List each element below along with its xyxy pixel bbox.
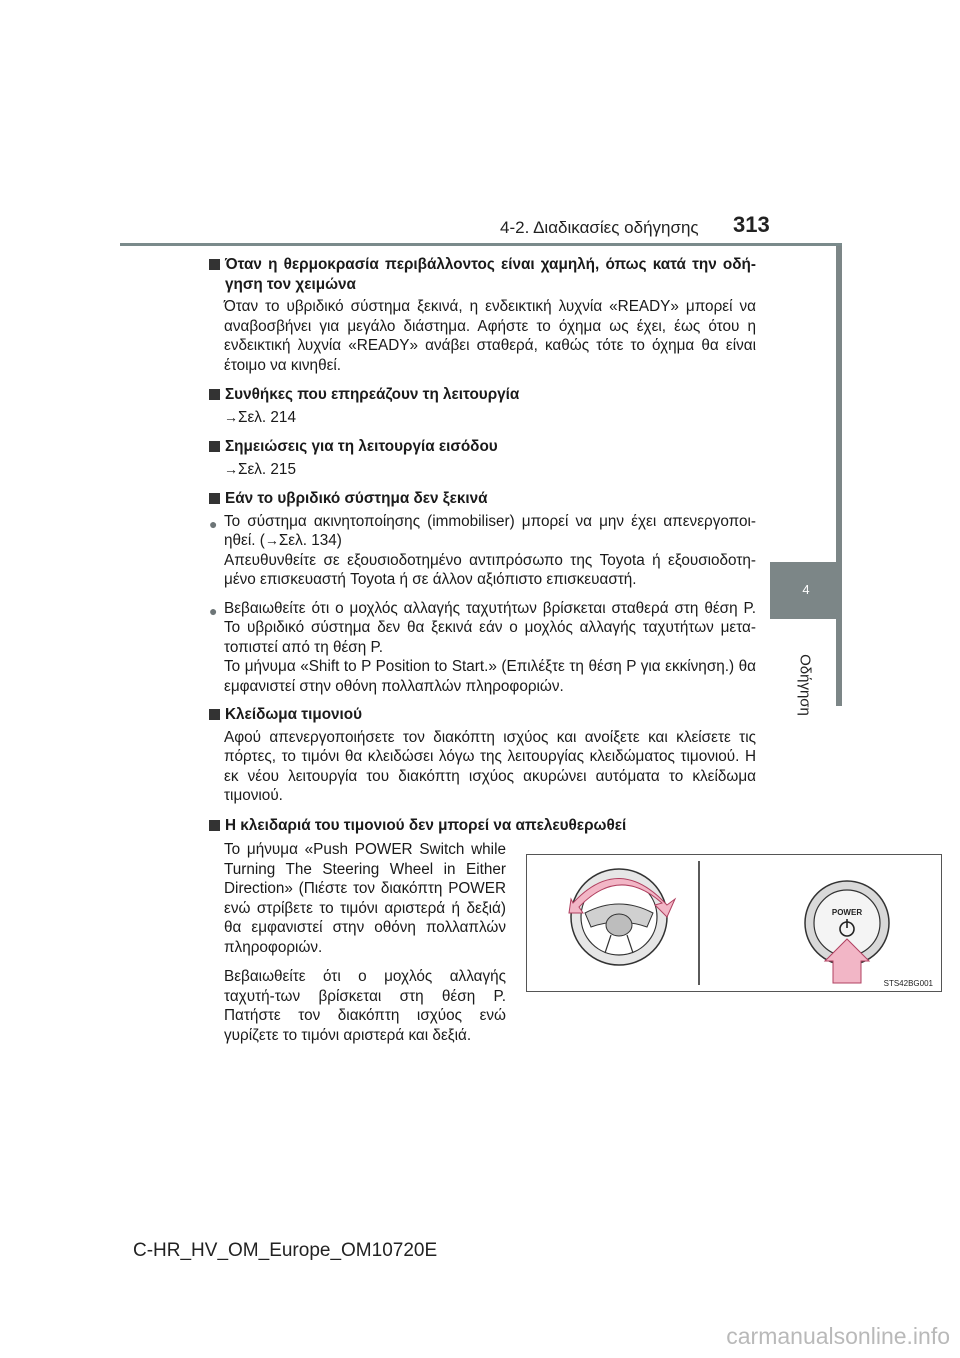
side-bar bbox=[836, 246, 842, 706]
section-heading-text: Σημειώσεις για τη λειτουργία εισόδου bbox=[225, 438, 498, 455]
figure-code: STS42BG001 bbox=[883, 979, 933, 988]
chapter-tab bbox=[770, 562, 842, 619]
square-bullet-icon bbox=[209, 493, 220, 504]
square-bullet-icon bbox=[209, 441, 220, 452]
square-bullet-icon bbox=[209, 259, 220, 270]
section-heading bbox=[208, 705, 756, 725]
header-section-title: 4-2. Διαδικασίες οδήγησης bbox=[500, 218, 699, 237]
square-bullet-icon bbox=[209, 709, 220, 720]
section-body: Όταν το υβριδικό σύστημα ξεκινά, η ενδεικτική λυχνία «READY» μπορεί να αναβοσβήνει για μεγάλο διάστημα. Αφήστε το όχημα ως έχει, έως ότου η ενδεικτική λυχνία «READY» ανάβει σταθερά, καθώς τότε το όχημα θα είναι έτοιμο να κινηθεί. bbox=[224, 298, 756, 374]
section-body: Αφού απενεργοποιήσετε τον διακόπτη ισχύος και ανοίξετε και κλείσετε τις πόρτες, το τιμόνι θα κλειδώσει λόγω της λειτουργίας κλειδώματος τιμονιού. Η εκ νέου λειτουργία του διακόπτη ισχύος ακυρώνει αυτόματα το κλείδωμα τιμονιού. bbox=[224, 728, 756, 804]
figure-paragraph: Το μήνυμα «Push POWER Switch while Turning The Steering Wheel in Either Direction» (Πιέστε τον διακόπτη POWER ενώ στρίβετε το τιμόνι αριστερά ή δεξιά) θα εμφανιστεί στην οθόνη πολλαπλών πληροφοριών. bbox=[224, 841, 506, 956]
arrow-right-icon: → bbox=[224, 460, 238, 477]
section-heading-text: Όταν η θερμοκρασία περιβάλλοντος είναι χαμηλή, όπως κατά την οδή-γηση τον χειμώνα bbox=[225, 256, 756, 293]
chapter-title-vertical bbox=[775, 655, 835, 715]
arrow-right-icon: → bbox=[264, 532, 279, 548]
circle-bullet-icon: ● bbox=[209, 602, 218, 619]
main-content bbox=[208, 255, 933, 1048]
page-reference-text[interactable]: Σελ. 134) bbox=[278, 532, 342, 549]
figure-row bbox=[208, 838, 933, 1048]
page-reference-text: Σελ. 214 bbox=[238, 408, 296, 426]
section-heading bbox=[208, 489, 756, 509]
square-bullet-icon bbox=[209, 389, 220, 400]
section-heading bbox=[208, 255, 756, 294]
section-heading bbox=[208, 816, 756, 836]
figure-text bbox=[224, 840, 506, 1055]
chapter-title: Οδήγηση bbox=[796, 654, 814, 716]
bullet-text bbox=[224, 512, 756, 551]
page-reference-text: Σελ. 215 bbox=[238, 460, 296, 478]
power-button-label: POWER bbox=[831, 908, 863, 917]
header-rule bbox=[120, 243, 842, 246]
section-heading bbox=[208, 385, 756, 405]
footer-document-id: C-HR_HV_OM_Europe_OM10720E bbox=[133, 1240, 438, 1261]
chapter-number: 4 bbox=[802, 582, 810, 597]
section-heading-text: Η κλειδαριά του τιμονιού δεν μπορεί να απελευθερωθεί bbox=[225, 816, 627, 834]
page-number: 313 bbox=[733, 212, 770, 237]
steering-power-illustration bbox=[526, 854, 942, 992]
section-heading-text: Εάν το υβριδικό σύστημα δεν ξεκινά bbox=[225, 490, 488, 507]
square-bullet-icon bbox=[209, 820, 220, 831]
page-reference[interactable] bbox=[208, 408, 756, 428]
arrow-right-icon: → bbox=[224, 408, 238, 425]
bullet-line: Το σύστημα ακινητοποίησης (immobiliser) μπορεί να μην έχει απενεργοποι-ηθεί. ( bbox=[224, 512, 756, 549]
bullet-item bbox=[208, 512, 756, 590]
figure-paragraph: Βεβαιωθείτε ότι ο μοχλός αλλαγής ταχυτή-των βρίσκεται στη θέση P. Πατήστε τον διακόπτη ισχύος ενώ γυρίζετε το τιμόνι αριστερά και δεξιά. bbox=[224, 968, 506, 1044]
page-reference[interactable] bbox=[208, 460, 756, 480]
bullet-item bbox=[208, 599, 756, 697]
section-heading-text: Κλείδωμα τιμονιού bbox=[225, 706, 363, 723]
bullet-text: Απευθυνθείτε σε εξουσιοδοτημένο αντιπρόσωπο της Toyota ή εξουσιοδοτη-μένο επισκευαστή Toyota ή σε άλλον αξιόπιστο επισκευαστή. bbox=[224, 551, 756, 588]
illustration-svg bbox=[527, 855, 941, 991]
section-heading-text: Συνθήκες που επηρεάζουν τη λειτουργία bbox=[225, 386, 520, 403]
bullet-text: Το μήνυμα «Shift to P Position to Start.» (Επιλέξτε τη θέση P για εκκίνηση.) θα εμφανιστεί στην οθόνη πολλαπλών πληροφοριών. bbox=[224, 658, 756, 695]
watermark: carmanualsonline.info bbox=[726, 1323, 950, 1349]
circle-bullet-icon: ● bbox=[209, 515, 218, 532]
section-heading bbox=[208, 437, 756, 457]
bullet-text: Βεβαιωθείτε ότι ο μοχλός αλλαγής ταχυτήτων βρίσκεται σταθερά στη θέση P. Το υβριδικό σύστημα δεν θα ξεκινά εάν ο μοχλός αλλαγής ταχυτήτων μετα-τοπιστεί από τη θέση P. bbox=[224, 599, 756, 656]
